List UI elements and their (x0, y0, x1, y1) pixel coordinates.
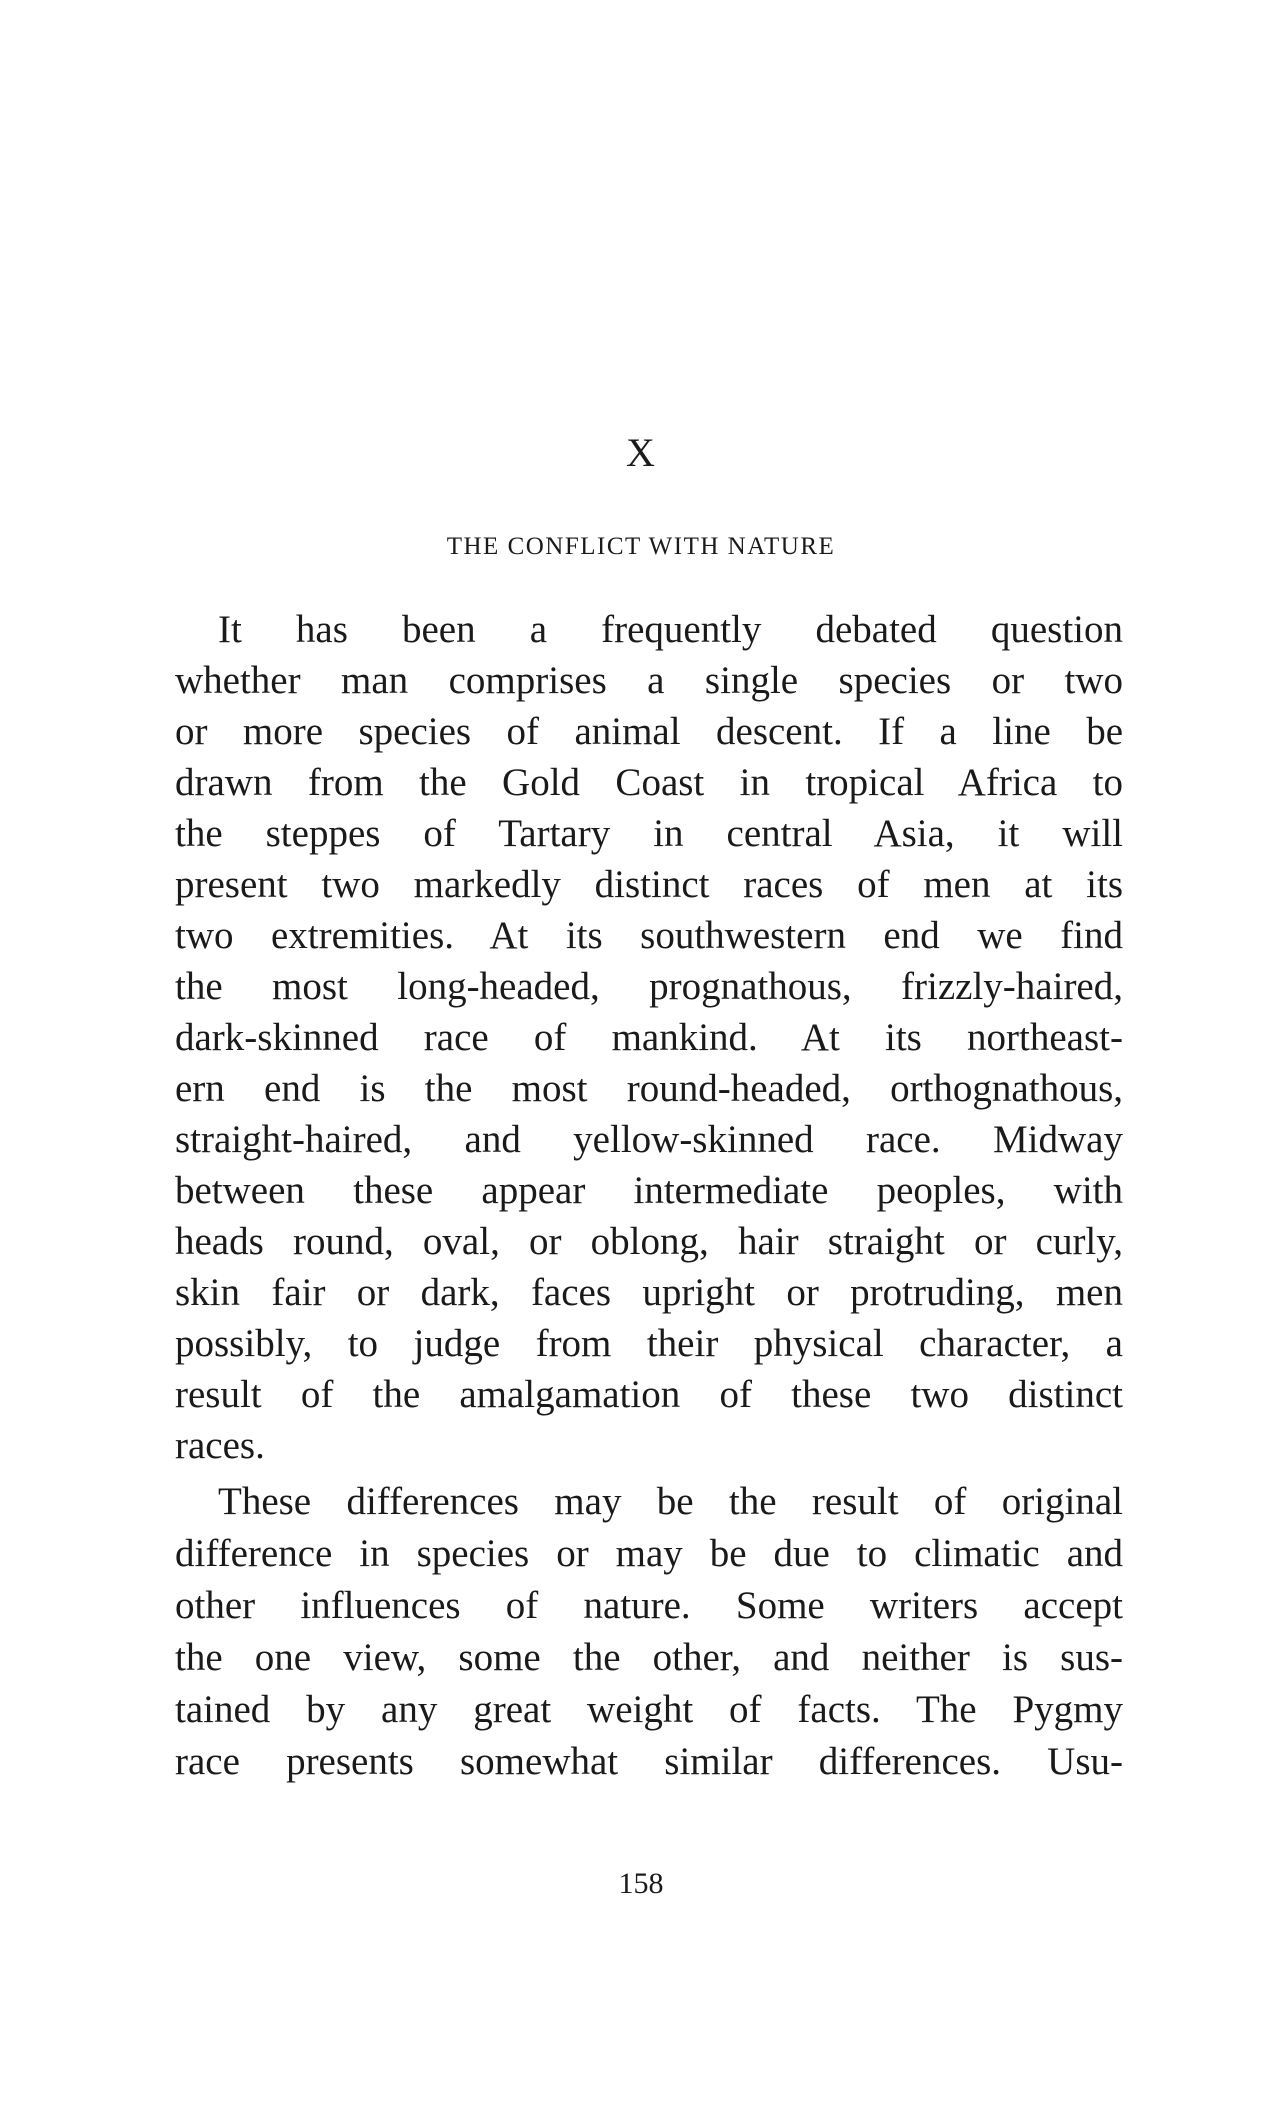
body-line: heads round, oval, or oblong, hair straight or curly, (175, 1220, 1123, 1263)
body-line: drawn from the Gold Coast in tropical Africa to (175, 761, 1123, 804)
body-line: skin fair or dark, faces upright or protruding, men (175, 1271, 1123, 1314)
chapter-number: X (626, 430, 656, 475)
body-line: straight-haired, and yellow-skinned race. Midway (175, 1118, 1123, 1161)
body-line: the one view, some the other, and neither is sus- (175, 1636, 1123, 1679)
body-line: dark-skinned race of mankind. At its northeast- (175, 1016, 1123, 1059)
body-line: whether man comprises a single species or two (175, 659, 1123, 702)
page-number: 158 (618, 1867, 664, 1900)
body-line: tained by any great weight of facts. The Pygmy (175, 1688, 1123, 1731)
body-line: difference in species or may be due to climatic and (175, 1532, 1123, 1575)
body-line: the most long-headed, prognathous, frizzly-haired, (175, 965, 1123, 1008)
body-line: present two markedly distinct races of men at its (175, 863, 1123, 906)
chapter-title: THE CONFLICT WITH NATURE (446, 533, 836, 560)
body-line: two extremities. At its southwestern end we find (175, 914, 1123, 957)
body-line: between these appear intermediate peoples, with (175, 1169, 1123, 1212)
body-line: the steppes of Tartary in central Asia, it will (175, 812, 1123, 855)
body-line: These differences may be the result of original (218, 1480, 1123, 1523)
body-line: races. (175, 1424, 265, 1467)
body-line: other influences of nature. Some writers accept (175, 1584, 1123, 1627)
body-line: race presents somewhat similar differences. Usu- (175, 1740, 1123, 1783)
body-line: possibly, to judge from their physical character, a (175, 1322, 1123, 1365)
body-line: It has been a frequently debated question (218, 608, 1123, 651)
body-line: result of the amalgamation of these two distinct (175, 1373, 1123, 1416)
body-line: or more species of animal descent. If a line be (175, 710, 1123, 753)
body-line: ern end is the most round-headed, orthognathous, (175, 1067, 1123, 1110)
